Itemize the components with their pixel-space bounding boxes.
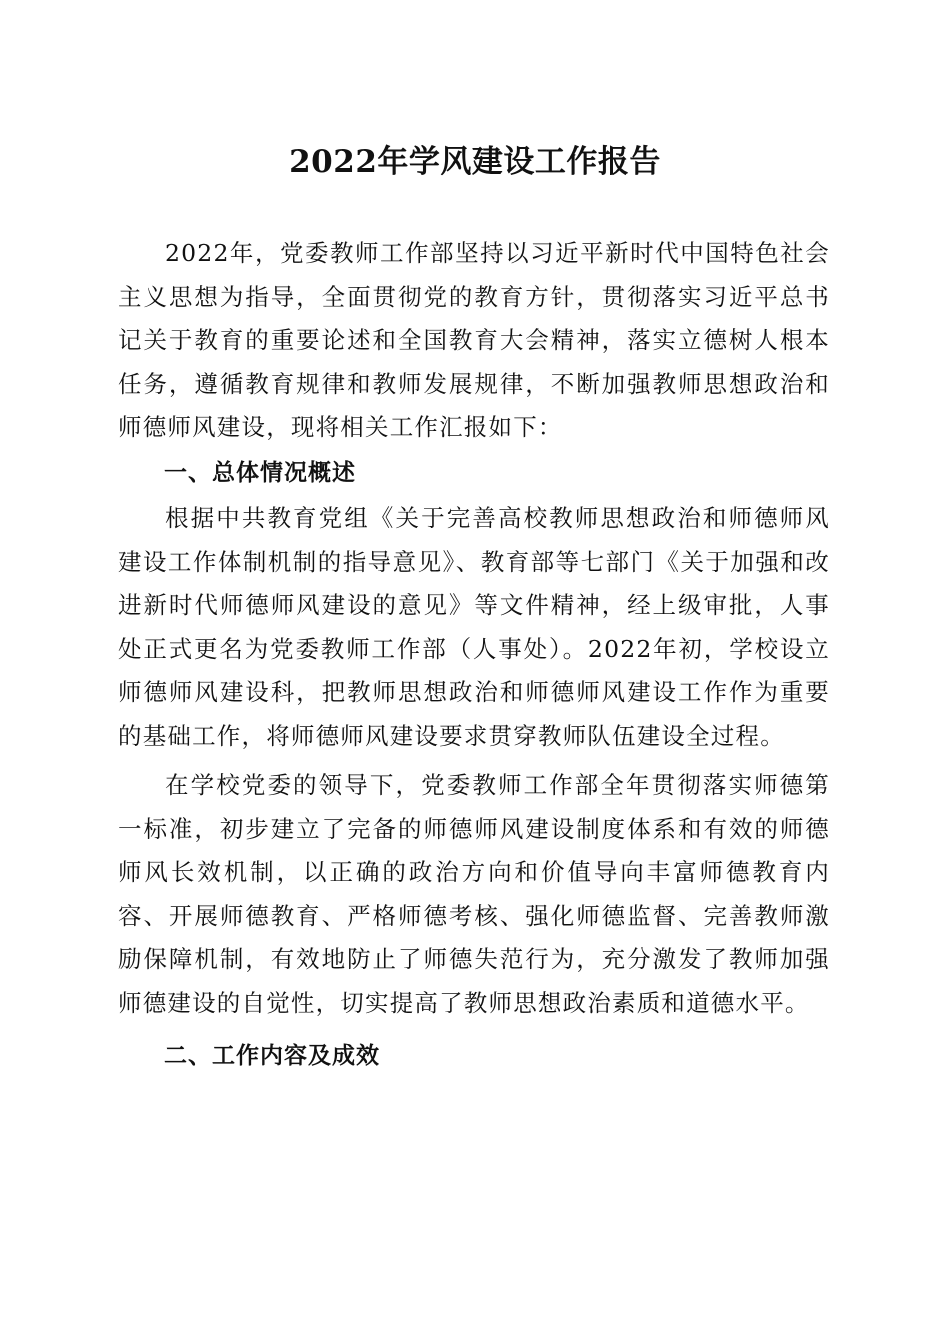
document-body xyxy=(118,232,830,1079)
section-heading-overview: 一、总体情况概述 xyxy=(164,459,356,486)
document-title: 2022年学风建设工作报告 xyxy=(289,144,661,180)
intro-paragraph: 2022年，党委教师工作部坚持以习近平新时代中国特色社会主义思想为指导，全面贯彻党的教育方针，贯彻落实习近平总书记关于教育的重要论述和全国教育大会精神，落实立德树人根本任务，遵循教育规律和教师发展规律，不断加强教师思想政治和师德师风建设，现将相关工作汇报如下： xyxy=(118,239,830,441)
overview-paragraph-2: 在学校党委的领导下，党委教师工作部全年贯彻落实师德第一标准，初步建立了完备的师德师风建设制度体系和有效的师德师风长效机制，以正确的政治方向和价值导向丰富师德教育内容、开展师德教育、严格师德考核、强化师德监督、完善教师激励保障机制，有效地防止了师德失范行为，充分激发了教师加强师德建设的自觉性，切实提高了教师思想政治素质和道德水平。 xyxy=(118,771,830,1017)
overview-paragraph-1: 根据中共教育党组《关于完善高校教师思想政治和师德师风建设工作体制机制的指导意见》、教育部等七部门《关于加强和改进新时代师德师风建设的意见》等文件精神，经上级审批，人事处正式更名为党委教师工作部（人事处）。2022年初，学校设立师德师风建设科，把教师思想政治和师德师风建设工作作为重要的基础工作，将师德师风建设要求贯穿教师队伍建设全过程。 xyxy=(118,504,830,750)
section-heading-work-content: 二、工作内容及成效 xyxy=(164,1043,380,1069)
